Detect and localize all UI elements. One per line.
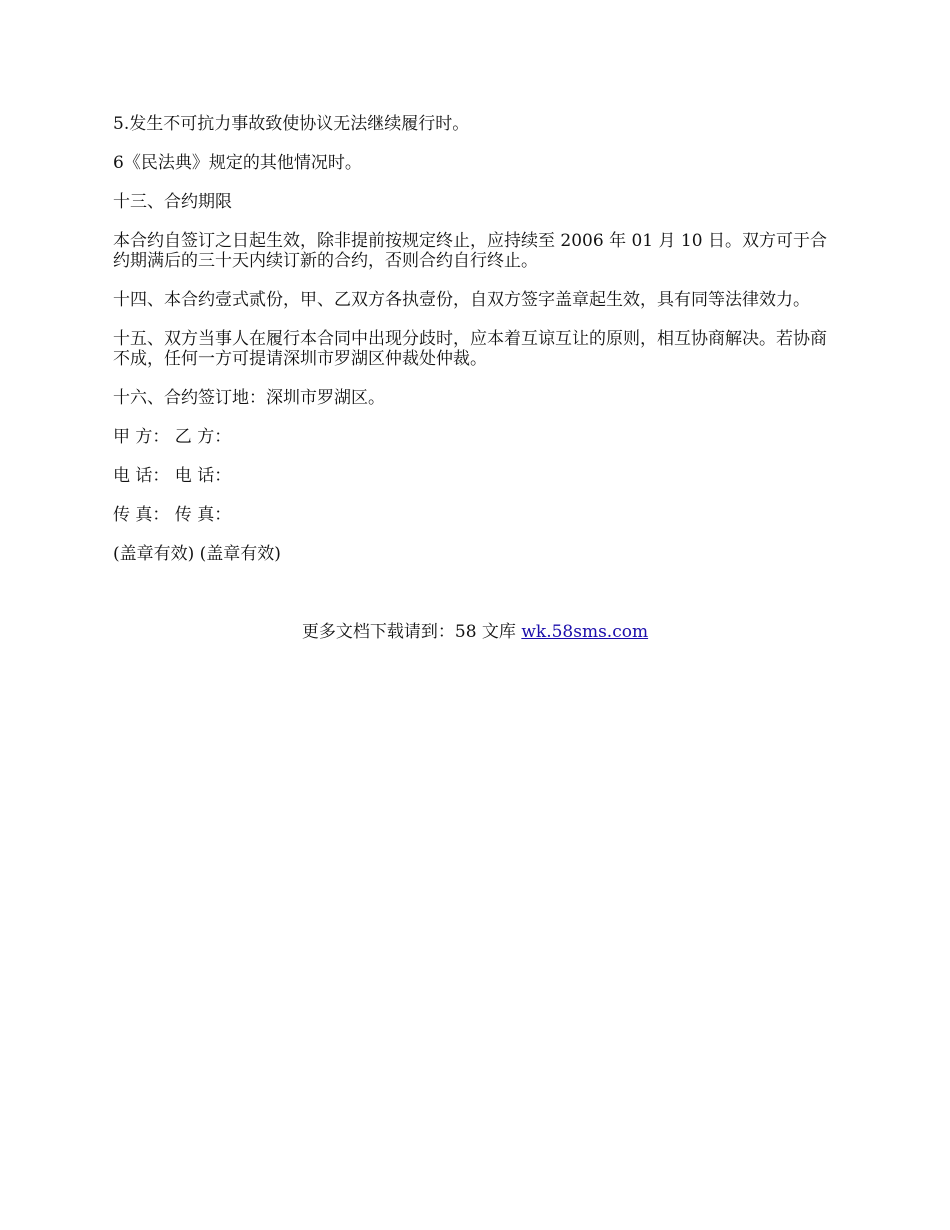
paragraph-clause-6: 6《民法典》规定的其他情况时。: [113, 153, 362, 173]
paragraph-clause-5: 5.发生不可抗力事故致使协议无法继续履行时。: [113, 114, 470, 134]
signature-seal-note: (盖章有效) (盖章有效): [113, 544, 281, 564]
signature-phone: 电 话： 电 话：: [113, 466, 232, 486]
paragraph-signing-place: 十六、合约签订地：深圳市罗湖区。: [113, 388, 385, 408]
signature-parties: 甲 方： 乙 方：: [113, 427, 232, 447]
paragraph-dispute: 十五、双方当事人在履行本合同中出现分歧时，应本着互谅互让的原则，相互协商解决。若协商不成，任何一方可提请深圳市罗湖区仲裁处仲裁。: [113, 329, 827, 369]
footer-link[interactable]: wk.58sms.com: [521, 622, 649, 642]
download-footer: [0, 622, 950, 642]
document-body: [113, 114, 843, 583]
footer-text: 更多文档下载请到：58 文库: [301, 622, 522, 642]
paragraph-copies: 十四、本合约壹式贰份，甲、乙双方各执壹份，自双方签字盖章起生效，具有同等法律效力。: [113, 290, 810, 310]
section-heading-term: 十三、合约期限: [113, 192, 232, 212]
signature-fax: 传 真： 传 真：: [113, 505, 232, 525]
paragraph-term: 本合约自签订之日起生效，除非提前按规定终止，应持续至 2006 年 01 月 10 日。双方可于合约期满后的三十天内续订新的合约，否则合约自行终止。: [113, 231, 827, 271]
